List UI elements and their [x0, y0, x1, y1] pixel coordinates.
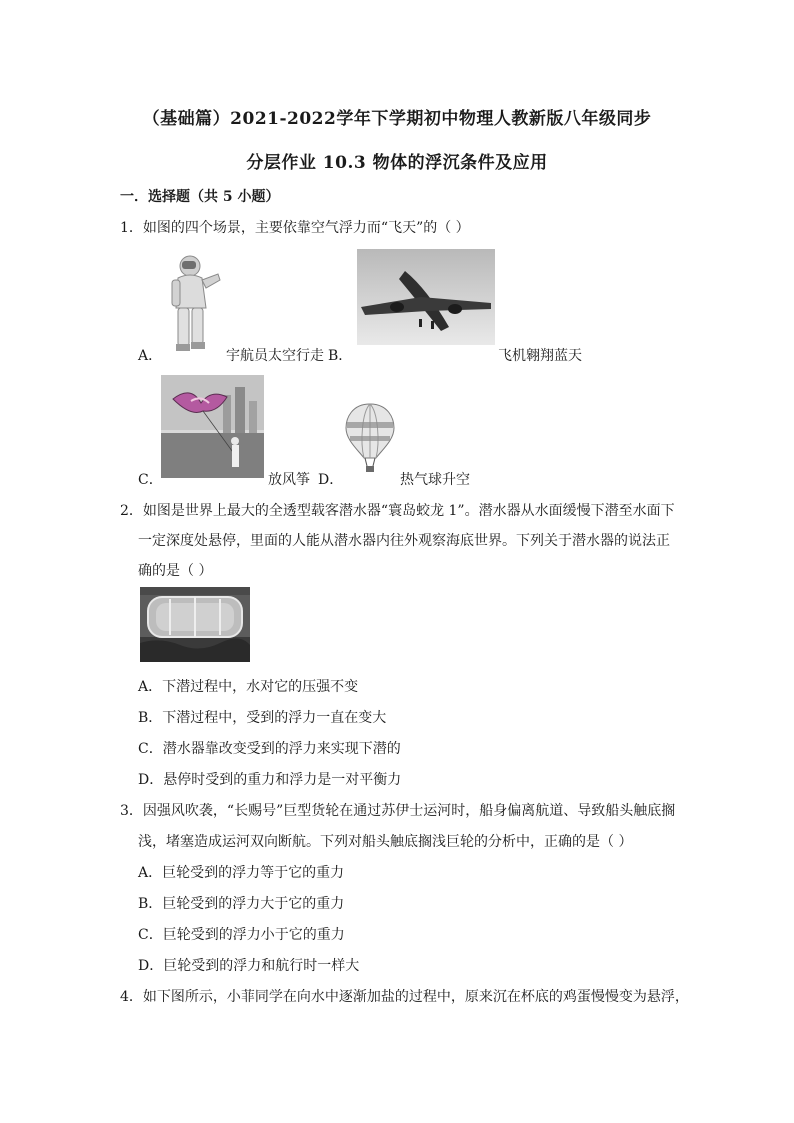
q1-option-a-letter: A． [138, 348, 163, 364]
q1-option-b-text: 飞机翱翔蓝天 [498, 348, 582, 364]
question-3-stem-line-2: 浅，堵塞造成运河双向断航。下列对船头触底搁浅巨轮的分析中，正确的是（ ） [138, 834, 633, 850]
q2-option-d: D．悬停时受到的重力和浮力是一对平衡力 [138, 772, 402, 788]
q3-option-b: B．巨轮受到的浮力大于它的重力 [138, 896, 345, 912]
q2-option-a: A．下潜过程中，水对它的压强不变 [138, 679, 359, 695]
q1-option-c-text: 放风筝 [268, 472, 310, 488]
question-2-stem-line-1: 2．如图是世界上最大的全透型载客潜水器“寰岛蛟龙 1”。潜水器从水面缓慢下潜至水面下 [120, 503, 675, 519]
kite-image [161, 375, 264, 478]
question-2-stem-line-3: 确的是（ ） [138, 563, 213, 579]
q3-option-c: C．巨轮受到的浮力小于它的重力 [138, 927, 345, 943]
question-2-stem-line-2: 一定深度处悬停，里面的人能从潜水器内往外观察海底世界。下列关于潜水器的说法正 [138, 533, 670, 549]
q1-option-d-text: 热气球升空 [400, 472, 470, 488]
q1-option-c-letter: C． [138, 472, 163, 488]
astronaut-image [160, 252, 224, 356]
section-heading: 一．选择题（共 5 小题） [120, 189, 280, 205]
q1-option-b-letter: B． [328, 348, 353, 364]
q2-option-b: B．下潜过程中，受到的浮力一直在变大 [138, 710, 387, 726]
q3-option-a: A．巨轮受到的浮力等于它的重力 [138, 865, 345, 881]
submersible-image [140, 587, 250, 662]
question-1-stem: 1．如图的四个场景，主要依靠空气浮力而“飞天”的（ ） [120, 220, 470, 236]
document-title-line-2: 分层作业 10.3 物体的浮沉条件及应用 [246, 153, 548, 173]
q1-option-a-text: 宇航员太空行走 [226, 348, 324, 364]
airplane-image [357, 249, 495, 345]
q3-option-d: D．巨轮受到的浮力和航行时一样大 [138, 958, 360, 974]
q1-option-d-letter: D． [318, 472, 344, 488]
hot-air-balloon-image [344, 402, 396, 474]
document-title-line-1: （基础篇）2021-2022学年下学期初中物理人教新版八年级同步 [142, 109, 652, 129]
question-4-stem-line-1: 4．如下图所示，小菲同学在向水中逐渐加盐的过程中，原来沉在杯底的鸡蛋慢慢变为悬浮， [120, 989, 689, 1005]
q2-option-c: C．潜水器靠改变受到的浮力来实现下潜的 [138, 741, 401, 757]
question-3-stem-line-1: 3．因强风吹袭，“长赐号”巨型货轮在通过苏伊士运河时，船身偏离航道、导致船头触底搁 [120, 803, 676, 819]
